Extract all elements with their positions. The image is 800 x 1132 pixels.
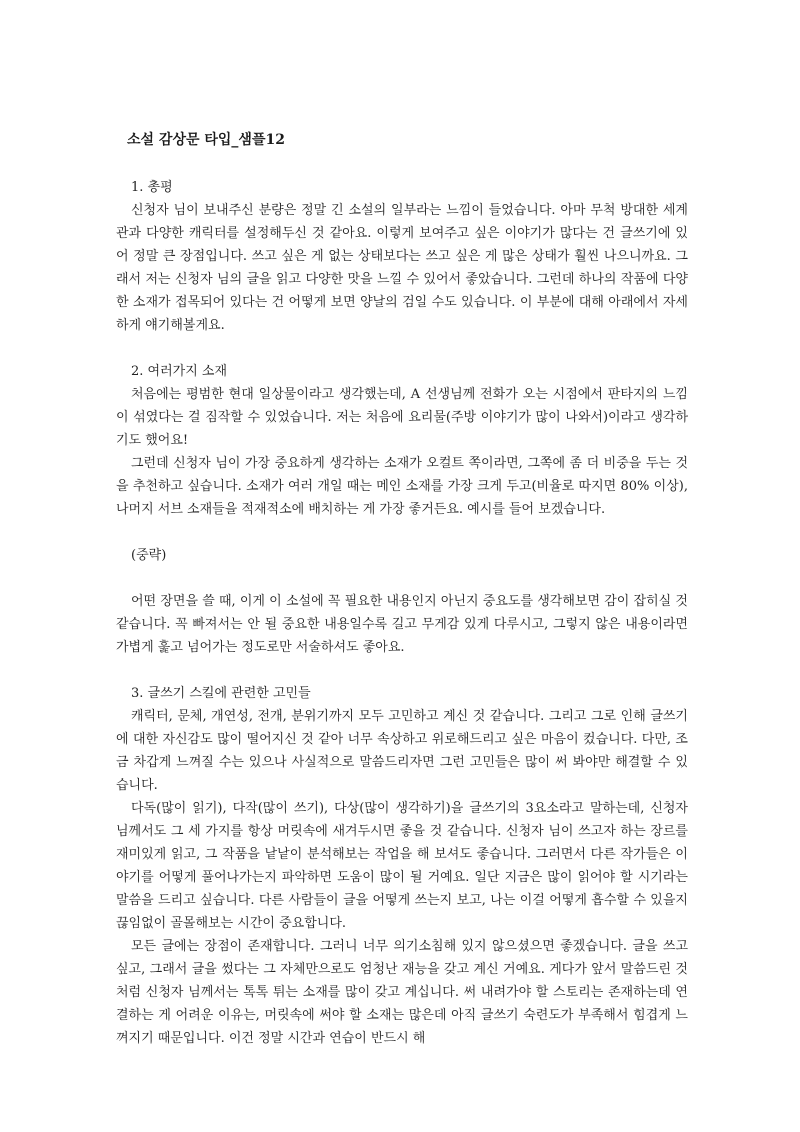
paragraph: 캐릭터, 문체, 개연성, 전개, 분위기까지 모두 고민하고 계신 것 같습니다. 그리고 그로 인해 글쓰기에 대한 자신감도 많이 떨어지신 것 같아 너무 속상하고 위로해드리고 싶은 마음이 컸습니다. 다만, 조금 차갑게 느껴질 수는 있으나 사실적으로 말씀드리자면 그런 고민들은 많이 써 봐야만 해결할 수 있습니다. xyxy=(116,709,688,793)
document-title: 소설 감상문 타입_샘플12 xyxy=(127,132,285,148)
paragraph: 그런데 신청자 님이 가장 중요하게 생각하는 소재가 오컬트 쪽이라면, 그쪽에 좀 더 비중을 두는 것을 추천하고 싶습니다. 소재가 여러 개일 때는 메인 소재를 가장 크게 두고(비율로 따지면 80% 이상), 나머지 서브 소재들을 적재적소에 배치하는 게 가장 좋거든요. 예시를 들어 보겠습니다. xyxy=(116,456,688,517)
section-heading-writing-skills: 3. 글쓰기 스킬에 관련한 고민들 xyxy=(131,686,311,701)
paragraph: 어떤 장면을 쓸 때, 이게 이 소설에 꼭 필요한 내용인지 아닌지 중요도를 생각해보면 감이 잡히실 것 같습니다. 꼭 빠져서는 안 될 중요한 내용일수록 길고 무게감 있게 다루시고, 그렇지 않은 내용이라면 가볍게 훑고 넘어가는 정도로만 서술하셔도 좋아요. xyxy=(116,594,688,655)
document-body xyxy=(116,176,688,1050)
paragraph: 신청자 님이 보내주신 분량은 정말 긴 소설의 일부라는 느낌이 들었습니다. 아마 무척 방대한 세계관과 다양한 캐릭터를 설정해두신 것 같아요. 이렇게 보여주고 싶은 이야기가 많다는 건 글쓰기에 있어 정말 큰 장점입니다. 쓰고 싶은 게 없는 상태보다는 쓰고 싶은 게 많은 상태가 훨씬 나으니까요. 그래서 저는 신청자 님의 글을 읽고 다양한 맛을 느낄 수 있어서 좋았습니다. 그런데 하나의 작품에 다양한 소재가 접목되어 있다는 건 어떻게 보면 양날의 검일 수도 있습니다. 이 부분에 대해 아래에서 자세하게 얘기해볼게요. xyxy=(116,203,688,333)
section-heading-overview: 1. 총평 xyxy=(131,180,173,195)
paragraph: 처음에는 평범한 현대 일상물이라고 생각했는데, A 선생님께 전화가 오는 시점에서 판타지의 느낌이 섞였다는 걸 짐작할 수 있었습니다. 저는 처음에 요리물(주방 이야기가 많이 나와서)이라고 생각하기도 했어요! xyxy=(116,387,688,448)
paragraph: 모든 글에는 장점이 존재합니다. 그러니 너무 의기소침해 있지 않으셨으면 좋겠습니다. 글을 쓰고 싶고, 그래서 글을 썼다는 그 자체만으로도 엄청난 재능을 갖고 계신 거예요. 게다가 앞서 말씀드린 것처럼 신청자 님께서는 톡톡 튀는 소재를 많이 갖고 계십니다. 써 내려가야 할 스토리는 존재하는데 연결하는 게 어려운 이유는, 머릿속에 써야 할 소재는 많은데 아직 글쓰기 숙련도가 부족해서 힘겹게 느껴지기 때문입니다. 이건 정말 시간과 연습이 반드시 해 xyxy=(116,939,688,1046)
omission-marker: (중략) xyxy=(131,548,167,563)
section-heading-materials: 2. 여러가지 소재 xyxy=(131,364,228,379)
paragraph: 다독(많이 읽기), 다작(많이 쓰기), 다상(많이 생각하기)을 글쓰기의 3요소라고 말하는데, 신청자 님께서도 그 세 가지를 항상 머릿속에 새겨두시면 좋을 것 같습니다. 신청자 님이 쓰고자 하는 장르를 재미있게 읽고, 그 작품을 낱낱이 분석해보는 작업을 해 보셔도 좋습니다. 그러면서 다른 작가들은 이야기를 어떻게 풀어나가는지 파악하면 도움이 많이 될 거예요. 일단 지금은 많이 읽어야 할 시기라는 말씀을 드리고 싶습니다. 다른 사람들이 글을 어떻게 쓰는지 보고, 나는 이걸 어떻게 흡수할 수 있을지 끊임없이 골몰해보는 시간이 중요합니다. xyxy=(116,801,688,931)
